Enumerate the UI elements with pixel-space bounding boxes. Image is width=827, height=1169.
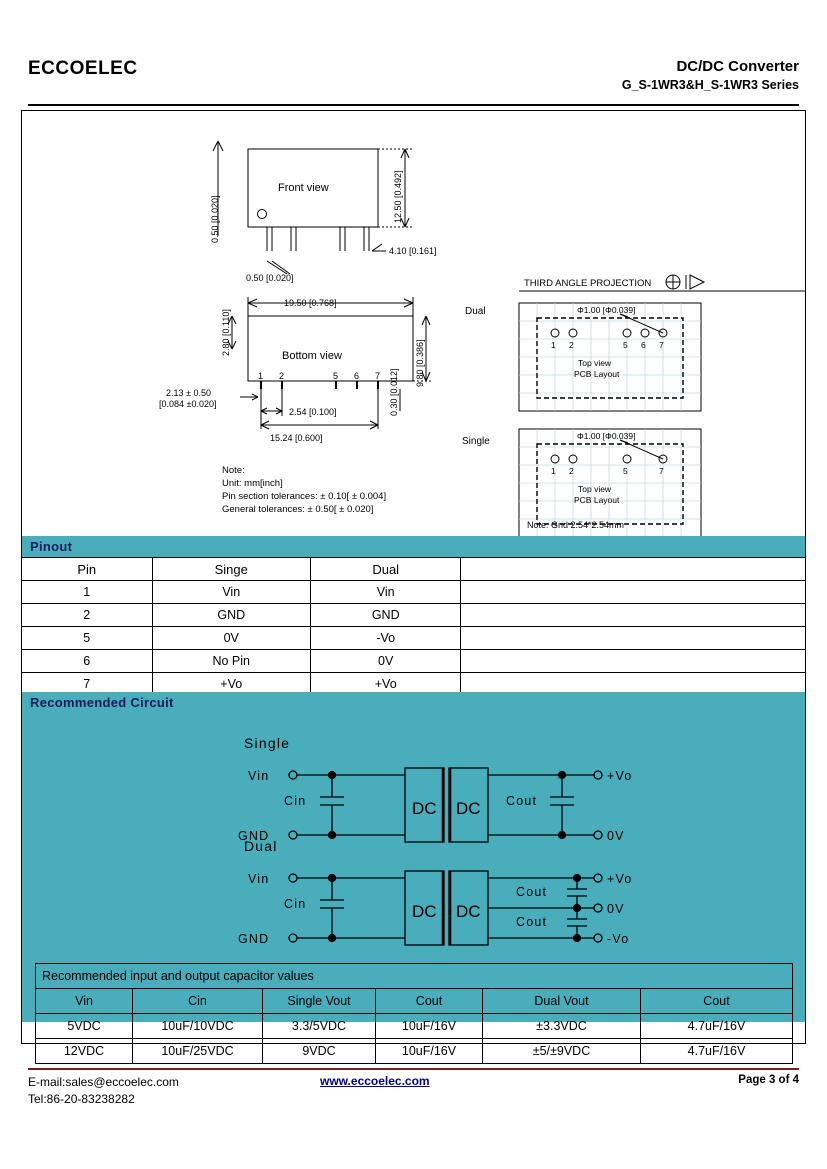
single-topview-label: Top view — [578, 484, 612, 494]
cell-cout-single: 10uF/16V — [376, 1014, 483, 1039]
col-header-cout-single: Cout — [376, 989, 483, 1014]
dual-pin-6: 6 — [641, 340, 646, 350]
pin-single: +Vo — [152, 673, 310, 696]
dim-213: 2.13 ± 0.50 — [166, 388, 211, 398]
col-header-pin: Pin — [22, 558, 152, 581]
pin-single: 0V — [152, 627, 310, 650]
dim-410: 4.10 [0.161] — [389, 246, 437, 256]
table-row — [22, 650, 805, 673]
pin-dual: Vin — [310, 581, 460, 604]
dual-cout2-label: Cout — [516, 915, 548, 929]
pin-single: Vin — [152, 581, 310, 604]
pin-single: GND — [152, 604, 310, 627]
dim-280: 2.80 [0.110] — [221, 309, 231, 356]
dual-cout1-label: Cout — [516, 885, 548, 899]
bv-pin-2: 2 — [279, 371, 285, 381]
projection-label: THIRD ANGLE PROJECTION — [524, 278, 652, 289]
footer-email[interactable]: E-mail:sales@eccoelec.com — [28, 1075, 179, 1089]
cap-table-title-row — [36, 964, 793, 989]
table-row — [22, 581, 805, 604]
dual-pin-5: 5 — [623, 340, 628, 350]
pin-blank — [461, 627, 805, 650]
table-row — [22, 627, 805, 650]
dual-vin-label: Vin — [248, 872, 270, 886]
single-dc1-label: DC — [412, 799, 437, 818]
pin-number: 5 — [22, 627, 152, 650]
document-subtitle: G_S-1WR3&H_S-1WR3 Series — [621, 78, 799, 92]
cell-single-vout: 9VDC — [263, 1039, 376, 1064]
single-pcb-label: PCB Layout — [574, 495, 620, 505]
dual-out-neg-label: -Vo — [607, 932, 630, 946]
footer-tel: Tel:86-20-83238282 — [28, 1092, 135, 1106]
dual-gnd-label: GND — [238, 932, 270, 946]
content-frame — [21, 110, 806, 1058]
dual-title: Dual — [244, 838, 278, 854]
single-dc2-label: DC — [456, 799, 481, 818]
dual-dc2-label: DC — [456, 902, 481, 921]
footer-divider — [28, 1068, 799, 1070]
dual-out-0v-label: 0V — [607, 902, 625, 916]
cell-dual-vout: ±3.3VDC — [483, 1014, 641, 1039]
cell-vin: 5VDC — [36, 1014, 133, 1039]
dim-050-b: 0.50 [0.020] — [246, 273, 294, 283]
single-title: Single — [244, 735, 291, 751]
footer-website-link[interactable]: www.eccoelec.com — [320, 1074, 430, 1088]
table-row — [36, 1014, 793, 1039]
table-row — [22, 604, 805, 627]
cell-cout-single: 10uF/16V — [376, 1039, 483, 1064]
dual-topview-label: Top view — [578, 358, 612, 368]
footer-contact — [28, 1074, 179, 1108]
pin-number: 2 — [22, 604, 152, 627]
single-out-pos-label: +Vo — [607, 769, 633, 783]
dual-layout-label: Dual — [465, 306, 486, 317]
pin-blank — [461, 604, 805, 627]
single-cout-label: Cout — [506, 794, 538, 808]
mechanical-drawing — [22, 111, 805, 536]
dual-pin-7: 7 — [659, 340, 664, 350]
single-hole-dim: Φ1.00 [Φ0.039] — [577, 431, 636, 441]
dim-254: 2.54 [0.100] — [289, 407, 337, 417]
pin-number: 7 — [22, 673, 152, 696]
col-header-dual: Dual — [310, 558, 460, 581]
dim-030: 0.30 [0.012] — [389, 368, 399, 416]
company-logo: ECCOELEC — [28, 58, 138, 79]
header-divider — [28, 104, 799, 106]
pin-blank — [461, 650, 805, 673]
dual-dc1-label: DC — [412, 902, 437, 921]
single-gnd-label: GND — [238, 829, 270, 843]
capacitor-table-wrap — [35, 963, 793, 1064]
cell-cin: 10uF/10VDC — [133, 1014, 263, 1039]
cap-table-title: Recommended input and output capacitor values — [36, 964, 793, 989]
cell-vin: 12VDC — [36, 1039, 133, 1064]
single-pin-2: 2 — [569, 466, 574, 476]
bv-pin-5: 5 — [333, 371, 339, 381]
bv-pin-1: 1 — [258, 371, 264, 381]
dual-out-pos-label: +Vo — [607, 872, 633, 886]
dim-1950: 19.50 [0.768] — [284, 298, 337, 308]
single-pin-5: 5 — [623, 466, 628, 476]
col-header-cin: Cin — [133, 989, 263, 1014]
dim-1524: 15.24 [0.600] — [270, 433, 323, 443]
front-view-label: Front view — [278, 182, 329, 194]
note-line-1: Unit: mm[inch] — [222, 478, 283, 489]
pinout-table — [22, 557, 805, 696]
pin-blank — [461, 581, 805, 604]
dual-cin-label: Cin — [284, 897, 307, 911]
table-header-row — [36, 989, 793, 1014]
dim-050-a: 0.50 [0.020] — [210, 195, 220, 243]
bottom-view-label: Bottom view — [282, 350, 342, 362]
cell-cout-dual: 4.7uF/16V — [641, 1039, 793, 1064]
single-vin-label: Vin — [248, 769, 270, 783]
section-header-recommended-circuit: Recommended Circuit — [22, 692, 805, 1022]
col-header-cout-dual: Cout — [641, 989, 793, 1014]
grid-note: Note: Grid 2.54*2.54mm — [527, 520, 625, 530]
single-layout-label: Single — [462, 436, 490, 447]
note-title: Note: — [222, 465, 245, 476]
single-cin-label: Cin — [284, 794, 307, 808]
pin-number: 1 — [22, 581, 152, 604]
single-pin-1: 1 — [551, 466, 556, 476]
header-titles — [622, 58, 799, 92]
dim-213b: [0.084 ±0.020] — [159, 399, 217, 409]
dual-pin-2: 2 — [569, 340, 574, 350]
dual-pcb-label: PCB Layout — [574, 369, 620, 379]
note-line-3: General tolerances: ± 0.50[ ± 0.020] — [222, 504, 374, 515]
single-pin-7: 7 — [659, 466, 664, 476]
pin-dual: -Vo — [310, 627, 460, 650]
capacitor-table — [35, 963, 793, 1064]
single-out-0v-label: 0V — [607, 829, 625, 843]
col-header-blank — [461, 558, 805, 581]
dim-980: 9.80 [0.386] — [415, 339, 425, 387]
col-header-vin: Vin — [36, 989, 133, 1014]
cell-single-vout: 3.3/5VDC — [263, 1014, 376, 1039]
dual-hole-dim: Φ1.00 [Φ0.039] — [577, 305, 636, 315]
page-header — [28, 58, 799, 100]
table-row — [36, 1039, 793, 1064]
cell-cin: 10uF/25VDC — [133, 1039, 263, 1064]
document-title: DC/DC Converter — [676, 58, 799, 75]
bv-pin-6: 6 — [354, 371, 360, 381]
table-header-row — [22, 558, 805, 581]
bv-pin-7: 7 — [375, 371, 381, 381]
cell-cout-dual: 4.7uF/16V — [641, 1014, 793, 1039]
pin-dual: 0V — [310, 650, 460, 673]
pin-single: No Pin — [152, 650, 310, 673]
footer-page-number: Page 3 of 4 — [738, 1074, 799, 1086]
section-header-pinout: Pinout — [22, 536, 805, 557]
dual-pin-1: 1 — [551, 340, 556, 350]
col-header-single-vout: Single Vout — [263, 989, 376, 1014]
col-header-dual-vout: Dual Vout — [483, 989, 641, 1014]
note-line-2: Pin section tolerances: ± 0.10[ ± 0.004] — [222, 491, 387, 502]
pin-dual: +Vo — [310, 673, 460, 696]
pin-dual: GND — [310, 604, 460, 627]
col-header-single: Singe — [152, 558, 310, 581]
pin-number: 6 — [22, 650, 152, 673]
dim-1250: 12.50 [0.492] — [393, 170, 403, 223]
cell-dual-vout: ±5/±9VDC — [483, 1039, 641, 1064]
